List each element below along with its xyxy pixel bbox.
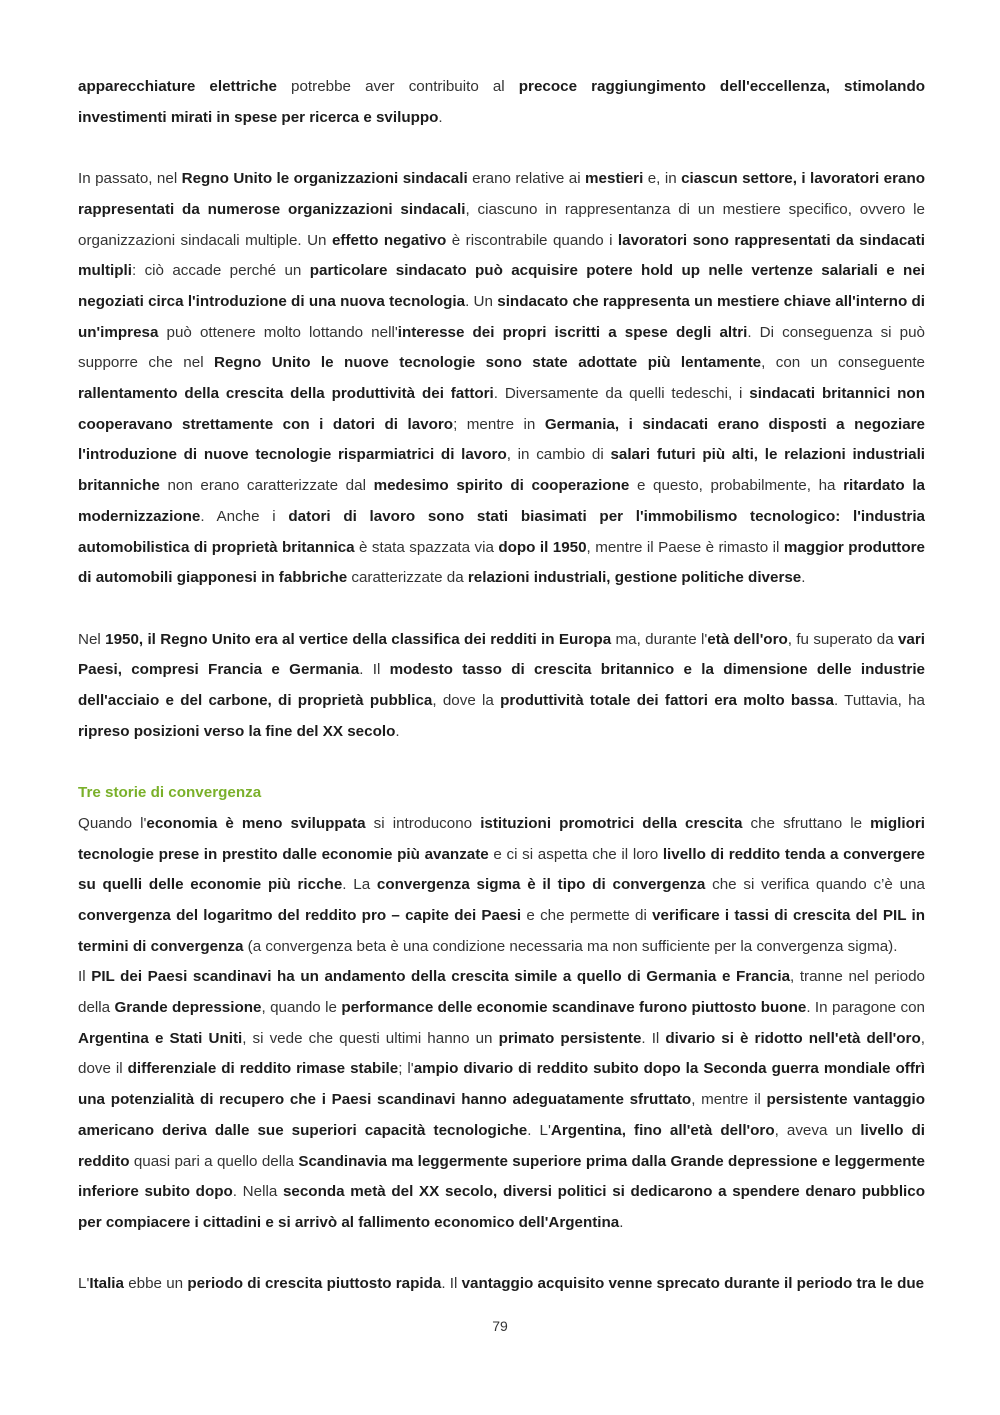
bold-text: relazioni industriali, gestione politiche diverse (467, 569, 802, 587)
text-run: e che permette di (521, 906, 653, 924)
bold-text: Scandinavia ma leggermente superiore prima dalla Grande depressione e leggermente inferiore subito dopo (78, 1152, 925, 1201)
text-run: e, in (643, 170, 682, 188)
bold-text: economia è meno sviluppata (146, 814, 366, 832)
text-run: . (438, 108, 443, 126)
text-run: L' (78, 1275, 90, 1293)
text-run: ebbe un (123, 1275, 188, 1293)
bold-text: interesse dei propri iscritti a spese degli altri (397, 323, 748, 341)
bold-text: età dell'oro (707, 630, 788, 648)
text-run: che sfruttano le (742, 814, 871, 832)
text-run: Quando l' (78, 814, 147, 832)
paragraph (78, 809, 925, 963)
text-run: . (395, 722, 400, 740)
text-run: quasi pari a quello della (129, 1152, 299, 1170)
text-run: Il (78, 968, 92, 986)
bold-text: ripreso posizioni verso la fine del XX secolo (78, 722, 396, 740)
bold-text: periodo di crescita piuttosto rapida (187, 1275, 442, 1293)
text-run: . La (342, 876, 377, 894)
bold-text: PIL dei Paesi scandinavi ha un andamento della crescita simile a quello di Germania e Francia (91, 968, 791, 986)
text-run: . Tuttavia, ha (833, 692, 925, 710)
bold-text: rallentamento della crescita della produttività dei fattori (78, 385, 494, 403)
paragraph (78, 72, 925, 133)
text-run: , dove il (78, 1029, 925, 1078)
bold-text: verificare i tassi di crescita del PIL in termini di convergenza (78, 906, 925, 955)
bold-text: lavoratori sono rappresentati da sindacati multipli (78, 231, 925, 280)
text-run: e questo, probabilmente, ha (629, 477, 844, 495)
bold-text: mestieri (585, 170, 644, 188)
paragraphs-before (78, 72, 925, 747)
bold-text: primato persistente (498, 1029, 642, 1047)
text-run: che si verifica quando c’è una (705, 876, 925, 894)
bold-text: 1950, il Regno Unito era al vertice della classifica dei redditi in Europa (105, 630, 612, 648)
page-number: 79 (492, 1318, 508, 1334)
text-run: potrebbe aver contribuito al (276, 78, 519, 95)
paragraph (78, 962, 925, 1238)
bold-text: Grande depressione (114, 999, 262, 1017)
bold-text: datori di lavoro sono stati biasimati per l'immobilismo tecnologico: l'industria automobilistica di proprietà britannica (78, 507, 925, 556)
text-run: . Anche i (200, 507, 289, 525)
bold-text: maggior produttore di automobili giapponesi in fabbriche (78, 538, 925, 587)
bold-text: produttività totale dei fattori era molto bassa (500, 692, 834, 710)
bold-text: Italia (89, 1275, 124, 1293)
text-run: è stata spazzata via (354, 538, 499, 556)
text-run: . In paragone con (806, 999, 925, 1017)
text-run: . L' (527, 1121, 551, 1139)
bold-text: apparecchiature elettriche (78, 78, 277, 95)
bold-text: migliori tecnologie prese in prestito dalle economie più avanzate (78, 814, 925, 863)
text-run: , tranne nel periodo della (78, 968, 925, 1017)
bold-text: livello di reddito tenda a convergere su quelli delle economie più ricche (78, 845, 925, 894)
text-run: (a convergenza beta è una condizione necessaria ma non sufficiente per la convergenza sigma). (243, 937, 898, 955)
text-run: , aveva un (774, 1121, 861, 1139)
text-run: ; l' (398, 1060, 414, 1078)
paragraph (78, 625, 925, 748)
bold-text: convergenza del logaritmo del reddito pro – capite dei Paesi (78, 906, 522, 924)
text-run: , quando le (261, 999, 342, 1017)
text-run: In passato, nel (78, 170, 182, 188)
bold-text: salari futuri più alti, le relazioni industriali britanniche (78, 446, 926, 495)
bold-text: vari Paesi, compresi Francia e Germania (78, 630, 926, 679)
bold-text: Regno Unito le nuove tecnologie sono state adottate più lentamente (214, 354, 762, 372)
bold-text: istituzioni promotrici della crescita (480, 814, 743, 832)
text-run: può ottenere molto lottando nell' (158, 323, 398, 341)
text-run: , mentre il (691, 1091, 767, 1109)
text-run: . Il (441, 1275, 462, 1293)
text-run: . (619, 1213, 624, 1231)
bold-text: precoce raggiungimento dell'eccellenza, stimolando investimenti mirati in spese per ricerca e sviluppo (78, 78, 925, 126)
text-run: . Di conseguenza si può supporre che nel (78, 323, 925, 372)
text-run: ma, durante l' (611, 630, 708, 648)
bold-text: Regno Unito le organizzazioni sindacali (181, 170, 468, 188)
bold-text: divario si è ridotto nell'età dell'oro (665, 1029, 921, 1047)
text-run: e ci si aspetta che il loro (488, 845, 663, 863)
text-run: non erano caratterizzate dal (159, 477, 374, 495)
text-run: . Diversamente da quelli tedeschi, i (493, 385, 750, 403)
paragraphs-after (78, 809, 925, 1300)
bold-text: persistente vantaggio americano deriva dalle sue superiori capacità tecnologiche (78, 1091, 925, 1139)
text-run: , dove la (432, 692, 501, 710)
text-run: , si vede che questi ultimi hanno un (242, 1029, 499, 1047)
bold-text: effetto negativo (331, 231, 447, 249)
text-run: si introducono (365, 814, 481, 832)
text-run: è riscontrabile quando i (446, 231, 618, 249)
bold-text: ritardato la modernizzazione (78, 477, 925, 525)
text-run: . Un (465, 292, 498, 310)
bold-text: livello di reddito (78, 1121, 925, 1170)
bold-text: medesimo spirito di cooperazione (373, 477, 630, 495)
text-run: , in cambio di (506, 446, 611, 464)
bold-text: particolare sindacato può acquisire potere hold up nelle vertenze salariali e nei negoziati circa l'introduzione di una nuova tecnologia (78, 262, 925, 310)
text-run: , mentre il Paese è rimasto il (586, 538, 784, 556)
bold-text: convergenza sigma è il tipo di convergenza (376, 876, 706, 894)
bold-text: ciascun settore, i lavoratori erano rappresentati da numerose organizzazioni sindacali (78, 170, 926, 218)
text-run: erano relative ai (467, 170, 586, 188)
text-run: Nel (78, 630, 106, 648)
bold-text: differenziale di reddito rimase stabile (127, 1060, 399, 1078)
text-run: : ciò accade perché un (132, 262, 310, 280)
bold-text: performance delle economie scandinave furono piuttosto buone (341, 999, 807, 1017)
text-run: . Il (359, 661, 390, 679)
bold-text: sindacato che rappresenta un mestiere chiave all'interno di un'impresa (78, 292, 925, 341)
text-run: , fu superato da (787, 630, 898, 648)
paragraph (78, 164, 925, 594)
section-heading: Tre storie di convergenza (78, 784, 262, 802)
bold-text: Germania, i sindacati erano disposti a negoziare l'introduzione di nuove tecnologie risparmiatrici di lavoro (78, 415, 926, 464)
text-run: , ciascuno in rappresentanza di un mestiere specifico, ovvero le organizzazioni sindacali multiple. Un (78, 200, 925, 249)
bold-text: seconda metà del XX secolo, diversi politici si dedicarono a spendere denaro pubblico per compiacere i cittadini e si arrivò al fallimento economico dell'Argentina (78, 1183, 925, 1231)
text-run: . Il (641, 1029, 666, 1047)
bold-text: dopo il 1950 (498, 538, 587, 556)
text-run: . Nella (232, 1183, 283, 1201)
bold-text: modesto tasso di crescita britannico e la dimensione delle industrie dell'acciaio e del carbone, di proprietà pubblica (78, 661, 925, 710)
text-run: . (801, 569, 806, 587)
text-run: ; mentre in (453, 415, 545, 433)
bold-text: Argentina, fino all'età dell'oro (550, 1121, 775, 1139)
bold-text: Argentina e Stati Uniti (78, 1029, 243, 1047)
page-body (78, 72, 925, 1300)
bold-text: ampio divario di reddito subito dopo la Seconda guerra mondiale offrì una potenzialità di recupero che i Paesi scandinavi hanno adeguatamente sfruttato (78, 1060, 926, 1109)
bold-text: sindacati britannici non cooperavano strettamente con i datori di lavoro (78, 385, 925, 433)
text-run: caratterizzate da (347, 569, 468, 587)
bold-text: vantaggio acquisito venne sprecato durante il periodo tra le due (461, 1275, 925, 1293)
text-run: , con un conseguente (761, 354, 925, 372)
paragraph (78, 1269, 925, 1300)
